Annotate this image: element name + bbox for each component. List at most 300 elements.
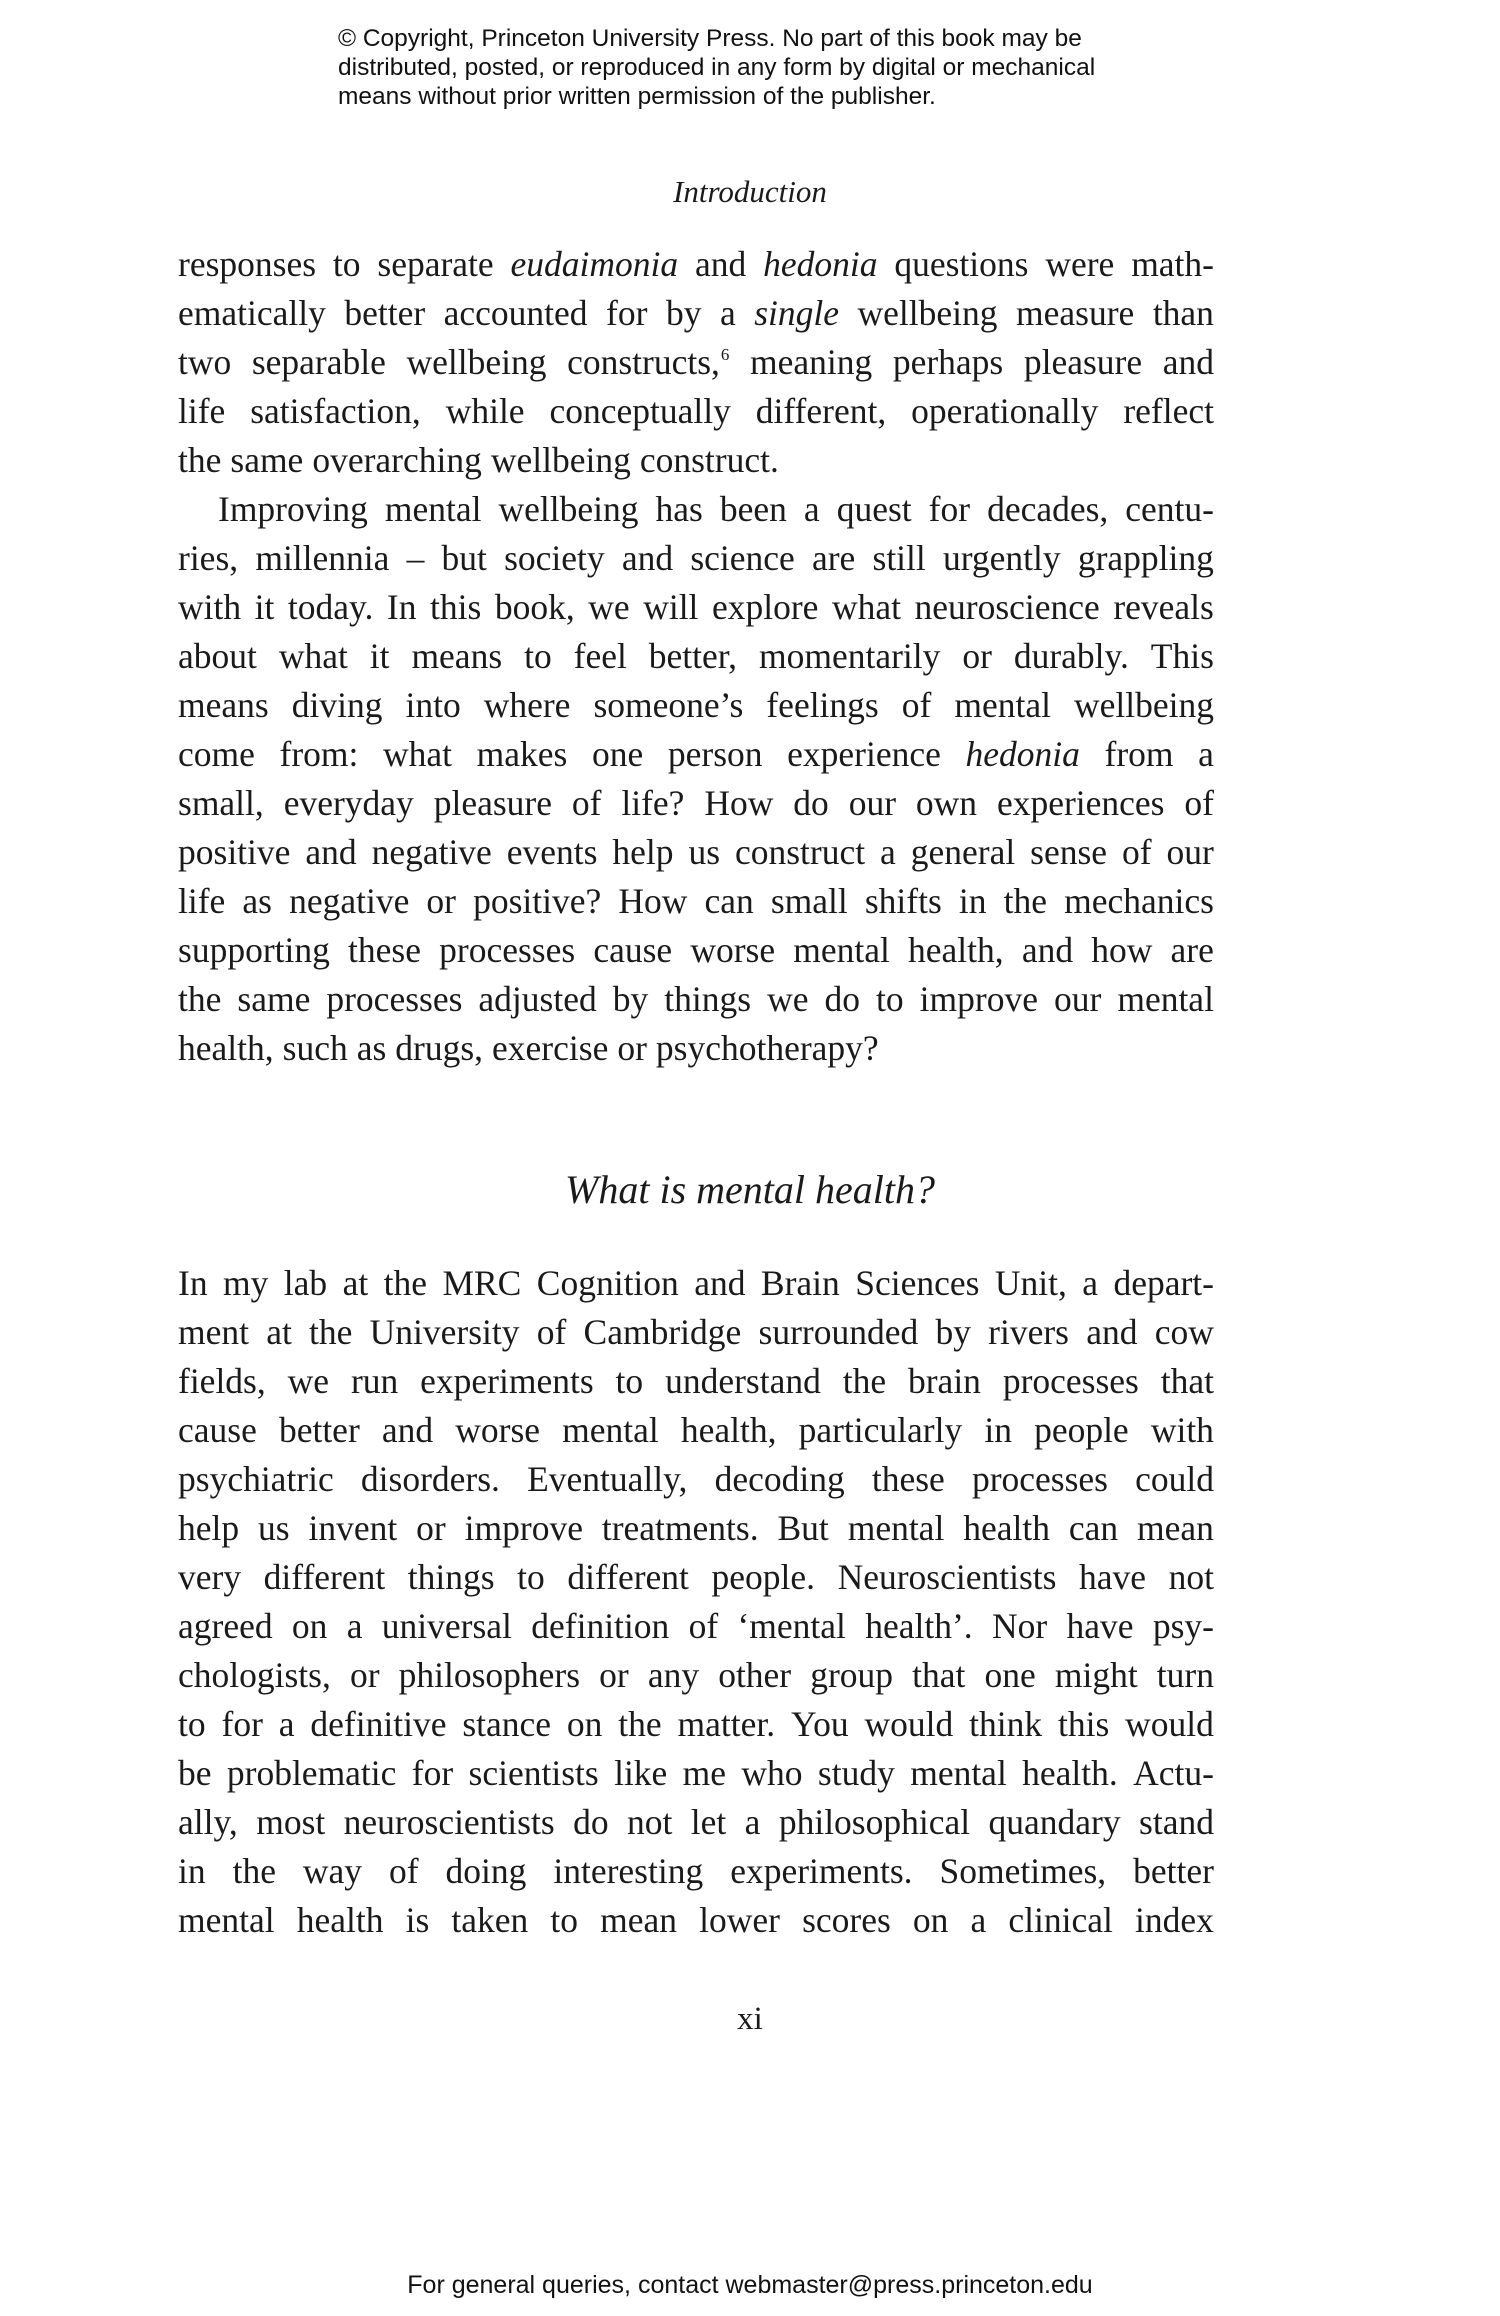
word-text: doing (445, 1851, 527, 1891)
word-text: things (664, 979, 752, 1019)
word (284, 779, 414, 828)
word (343, 1259, 369, 1308)
word (344, 1798, 555, 1847)
word (779, 1798, 970, 1847)
word (876, 975, 904, 1024)
word-text: definitive (310, 1704, 447, 1744)
word (756, 387, 886, 436)
word (1054, 975, 1101, 1024)
word (992, 1602, 1047, 1651)
word-text: wellbeing (857, 293, 998, 333)
word-text: MRC (442, 1263, 522, 1303)
word (599, 1651, 629, 1700)
page-number: xi (737, 2001, 763, 2037)
word (382, 1602, 512, 1651)
word-text: single (754, 293, 840, 333)
word (292, 1602, 328, 1651)
word-text: brain (907, 1361, 981, 1401)
word-text: and (695, 244, 747, 284)
word-text: depart- (1113, 1263, 1214, 1303)
word-text: a (278, 1704, 295, 1744)
word (233, 1847, 276, 1896)
word (894, 240, 1028, 289)
word-text: these (348, 930, 421, 970)
word-text: mean (600, 1900, 677, 1940)
word (1117, 975, 1214, 1024)
word (1091, 926, 1152, 975)
word-text: a (744, 1802, 761, 1842)
word-text: This (1150, 636, 1214, 676)
word (517, 1553, 545, 1602)
word-text: the (178, 440, 222, 480)
word (1067, 1602, 1134, 1651)
word (426, 877, 456, 926)
word-text: hedonia (763, 244, 878, 284)
section-heading: What is mental health? (565, 1167, 935, 1212)
word (484, 681, 571, 730)
word-text: might (1054, 1655, 1138, 1695)
word-text: me (682, 1753, 727, 1793)
word-text: of (571, 783, 602, 823)
word (720, 289, 736, 338)
word-text: means (411, 636, 503, 676)
word (1045, 240, 1114, 289)
word-text: society (504, 538, 605, 578)
word-text: universal (381, 1606, 512, 1646)
word (643, 583, 698, 632)
word-text: a (1082, 1263, 1099, 1303)
word (704, 779, 773, 828)
word (593, 926, 672, 975)
word-text: been (719, 489, 787, 529)
word (420, 1357, 594, 1406)
word-text: what (278, 636, 348, 676)
word-text: ‘mental (737, 1606, 846, 1646)
word (178, 828, 290, 877)
word-text: to (615, 1361, 644, 1401)
word-text: are (1170, 930, 1214, 970)
word (584, 1308, 742, 1357)
word (1069, 1504, 1118, 1553)
word-text: we (767, 979, 809, 1019)
word (178, 1308, 249, 1357)
word-text: with (1150, 1410, 1214, 1450)
word-text: as (242, 881, 272, 921)
word (940, 1847, 1107, 1896)
word-text: it (369, 636, 390, 676)
word-text: very (178, 1557, 242, 1597)
word-text: – (406, 538, 425, 578)
word-text: index (1134, 1900, 1214, 1940)
word (537, 1308, 567, 1357)
word (389, 1847, 419, 1896)
word-text: wellbeing (406, 342, 547, 382)
word (613, 975, 649, 1024)
word-text: improve (919, 979, 1038, 1019)
word-text: most (256, 1802, 326, 1842)
word-text: our (1053, 979, 1102, 1019)
word-text: psychiatric (178, 1459, 334, 1499)
word (767, 975, 808, 1024)
word (929, 485, 970, 534)
word (256, 1798, 325, 1847)
word-text: our (848, 783, 897, 823)
word-text: mental (178, 1900, 275, 1940)
word-text: a (1198, 734, 1214, 774)
word (303, 1847, 362, 1896)
text-line (178, 289, 1214, 338)
word (1008, 1896, 1112, 1945)
word (387, 583, 417, 632)
word-text: and (1086, 1312, 1138, 1352)
word (477, 730, 568, 779)
word (963, 1504, 1050, 1553)
word-text: particularly (798, 1410, 963, 1450)
word-text: neuroscience (914, 587, 1100, 627)
footnote-marker[interactable]: 6 (720, 345, 730, 364)
word-text: wellbeing (498, 489, 639, 529)
word (627, 1798, 672, 1847)
copyright-line: means without prior written permission of the publisher. (338, 83, 936, 110)
paragraph (178, 1259, 1214, 1945)
word-text: from (1104, 734, 1174, 774)
word-text: while (445, 391, 525, 431)
word-text: exercise (492, 1028, 609, 1068)
word (242, 877, 272, 926)
word (412, 1749, 453, 1798)
word (690, 534, 794, 583)
word (382, 1406, 433, 1455)
word (537, 1259, 679, 1308)
word (818, 1749, 895, 1798)
text-line (178, 1259, 1214, 1308)
word-text: Brain (760, 1263, 840, 1303)
word-text: run (350, 1361, 399, 1401)
word (178, 926, 330, 975)
word-text: like (614, 1753, 668, 1793)
word (411, 632, 502, 681)
word-text: clinical (1008, 1900, 1113, 1940)
word (1086, 1308, 1137, 1357)
word (711, 1553, 815, 1602)
word (984, 1406, 1012, 1455)
word (997, 779, 1165, 828)
word-text: into (405, 685, 461, 725)
text-line (178, 1847, 1214, 1896)
word (913, 1896, 949, 1945)
word-text: life (178, 881, 226, 921)
copyright-line: © Copyright, Princeton University Press. No part of this book may be (338, 25, 1082, 52)
word (678, 1700, 776, 1749)
word-text: have (1066, 1606, 1134, 1646)
word-text: mental (910, 1753, 1007, 1793)
word (178, 338, 231, 387)
word (178, 387, 225, 436)
word (914, 583, 1099, 632)
word-text: understand (665, 1361, 821, 1401)
word (593, 681, 743, 730)
word-text: on (912, 1900, 949, 1940)
word (250, 387, 421, 436)
word-text: chologists, (178, 1655, 331, 1695)
word (855, 1259, 979, 1308)
word (178, 1602, 273, 1651)
word-text: University (369, 1312, 520, 1352)
word-text: of (1184, 783, 1214, 823)
word (309, 1308, 352, 1357)
word (1135, 1896, 1214, 1945)
word (910, 1749, 1007, 1798)
word (549, 387, 730, 436)
word (562, 1406, 659, 1455)
word (178, 975, 221, 1024)
word-text: same (230, 440, 304, 480)
section-paragraph (178, 1259, 1214, 1945)
word (178, 534, 238, 583)
word-text: urgently (942, 538, 1061, 578)
word-text: ally, (178, 1802, 238, 1842)
word-text: health. (1022, 1753, 1118, 1793)
word-text: or (416, 1508, 446, 1548)
word-text: are (811, 538, 856, 578)
word (178, 1455, 334, 1504)
word-text: taken (451, 1900, 529, 1940)
word (289, 877, 409, 926)
word-text: lower (699, 1900, 780, 1940)
word-text: small, (178, 783, 264, 823)
text-line (178, 1798, 1214, 1847)
word-text: small (770, 881, 848, 921)
word (737, 1602, 845, 1651)
word (283, 1024, 348, 1073)
text-line (178, 1651, 1214, 1700)
word (665, 1357, 821, 1406)
word-text: experiments. (730, 1851, 913, 1891)
word (178, 1024, 274, 1073)
word-text: in (984, 1410, 1012, 1450)
word (442, 1259, 521, 1308)
word-text: such (282, 1028, 348, 1068)
word-text: surrounded (758, 1312, 919, 1352)
word (912, 1651, 965, 1700)
word (527, 1455, 687, 1504)
word-text: sense (1030, 832, 1108, 872)
word-text: millennia (255, 538, 390, 578)
word-text: separate (377, 244, 494, 284)
word (572, 779, 602, 828)
word-text: explore (711, 587, 819, 627)
word (264, 1553, 386, 1602)
italic-word (511, 240, 679, 289)
word-text: is (405, 1900, 430, 1940)
footer-notice: For general queries, contact webmaster@press.princeton.edu (407, 2271, 1093, 2299)
word-text: other (718, 1655, 792, 1695)
word (793, 926, 890, 975)
word (348, 926, 421, 975)
word-text: processes (1002, 1361, 1139, 1401)
word-text: and (381, 1410, 434, 1450)
word-text: will (643, 587, 699, 627)
word (279, 1700, 295, 1749)
word-text: of (389, 1851, 419, 1891)
word-text: different (567, 1557, 689, 1597)
word (350, 1651, 380, 1700)
word-text: stand (1139, 1802, 1214, 1842)
word (178, 632, 257, 681)
intro-paragraphs (178, 240, 1214, 1073)
word (683, 1749, 726, 1798)
word (178, 583, 241, 632)
word (954, 681, 1051, 730)
word-text: and (621, 538, 674, 578)
word (699, 1896, 780, 1945)
word (668, 730, 763, 779)
word (407, 534, 425, 583)
word-text: better (1133, 1851, 1214, 1891)
word-text: Sometimes, (939, 1851, 1107, 1891)
word-text: the (618, 1704, 662, 1744)
word-text: can (1068, 1508, 1119, 1548)
word-text: positive (178, 832, 291, 872)
word-text: reflect (1123, 391, 1214, 431)
word (588, 583, 629, 632)
text-line (178, 975, 1214, 1024)
word (279, 1406, 360, 1455)
word (178, 779, 264, 828)
word (309, 1504, 398, 1553)
word-text: help (178, 1508, 240, 1548)
word (761, 1259, 840, 1308)
word (656, 485, 703, 534)
word (1078, 534, 1214, 583)
word-text: cow (1154, 1312, 1214, 1352)
word-text: Cognition (536, 1263, 679, 1303)
word-text: problematic (226, 1753, 397, 1793)
word (478, 975, 596, 1024)
word-text: book, (494, 587, 575, 627)
text-line (178, 583, 1214, 632)
word (616, 1357, 644, 1406)
word-text: could (1135, 1459, 1214, 1499)
word-text: Actu- (1133, 1753, 1214, 1793)
word-text: by (935, 1312, 971, 1352)
word (405, 681, 460, 730)
text-line (178, 436, 1214, 485)
word (372, 828, 492, 877)
word-text: processes (971, 1459, 1108, 1499)
word (1058, 1700, 1109, 1749)
word (370, 632, 390, 681)
word-text: today. (287, 587, 374, 627)
word-text: eudaimonia (510, 244, 679, 284)
italic-word (763, 240, 877, 289)
word-text: invent (308, 1508, 398, 1548)
word-text: be (178, 1753, 212, 1793)
word-text: in (178, 1851, 206, 1891)
word-text: centu- (1125, 489, 1214, 529)
text-line (178, 1024, 1214, 1073)
word (312, 436, 482, 485)
word (893, 338, 1003, 387)
word (1055, 1651, 1138, 1700)
word (622, 534, 673, 583)
word-text: better (344, 293, 426, 333)
word (292, 681, 383, 730)
word (504, 534, 605, 583)
text-line (178, 926, 1214, 975)
word (178, 1357, 266, 1406)
word-text: You (791, 1704, 849, 1744)
word-text: but (441, 538, 487, 578)
word-text: my (223, 1263, 269, 1303)
word-text: of (1122, 832, 1152, 872)
word (935, 1308, 971, 1357)
word (1161, 1357, 1214, 1406)
word (1153, 289, 1214, 338)
text-line (178, 1504, 1214, 1553)
word (666, 289, 702, 338)
word (656, 1024, 879, 1073)
word-text: positive? (473, 881, 602, 921)
word (640, 436, 779, 485)
word (462, 1700, 551, 1749)
word-text: study (817, 1753, 895, 1793)
word (873, 534, 926, 583)
word (971, 1896, 987, 1945)
word-text: mental (1117, 979, 1214, 1019)
word (1064, 877, 1214, 926)
word (787, 730, 941, 779)
text-line (178, 338, 1214, 387)
word (1139, 1798, 1214, 1847)
word (989, 1798, 1121, 1847)
word-text: at (342, 1263, 369, 1303)
word-text: separable (251, 342, 386, 382)
word (178, 1406, 257, 1455)
text-line (178, 387, 1214, 436)
word (255, 534, 389, 583)
word-text: processes (439, 930, 576, 970)
word-text: life? (621, 783, 685, 823)
word-text: construct. (639, 440, 779, 480)
word (771, 877, 848, 926)
word (1167, 828, 1214, 877)
word (600, 1896, 677, 1945)
word-text: makes (476, 734, 568, 774)
word-text: feelings (766, 685, 879, 725)
word (574, 632, 627, 681)
word (987, 485, 1108, 534)
word (178, 730, 255, 779)
word-text: quandary (988, 1802, 1121, 1842)
word-text: would (864, 1704, 954, 1744)
word (872, 1455, 945, 1504)
word-text: and (694, 1263, 746, 1303)
word (178, 1749, 212, 1798)
word-text: group (810, 1655, 894, 1695)
word (1113, 583, 1214, 632)
word (908, 926, 1004, 975)
word-text: same (237, 979, 311, 1019)
word-text: we (588, 587, 630, 627)
word-text: math- (1131, 244, 1214, 284)
word (959, 877, 987, 926)
word (444, 289, 588, 338)
word (735, 828, 865, 877)
word (305, 828, 356, 877)
word (473, 877, 601, 926)
word (178, 436, 221, 485)
